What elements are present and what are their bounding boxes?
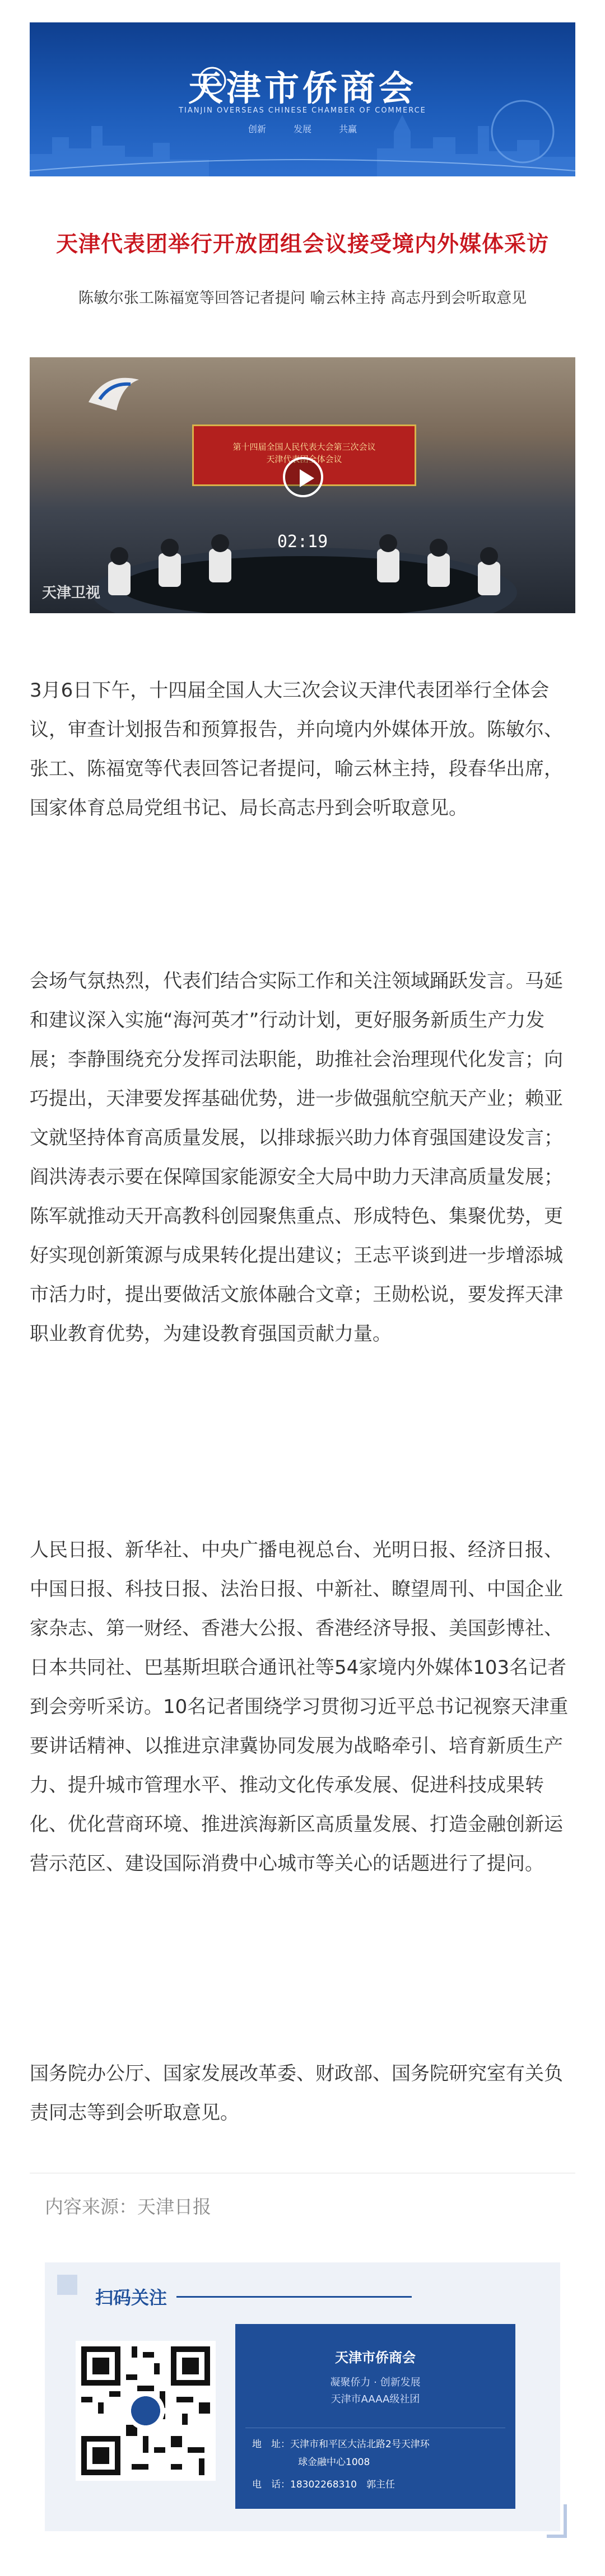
scan-label-underline: [176, 2296, 412, 2298]
banner-links: [30, 122, 575, 135]
qr-code-icon[interactable]: [76, 2341, 216, 2481]
article-paragraph-3: 人民日报、新华社、中央广播电视总台、光明日报、经济日报、中国日报、科技日报、法治日报、中新社、瞭望周刊、中国企业家杂志、第一财经、香港大公报、香港经济导报、美国彭博社、日本共同社、巴基斯坦联合通讯社等54家境内外媒体103名记者到会旁听采访。10名记者围绕学习贯彻习近平总书记视察天津重要讲话精神、以推进京津冀协同发展为战略牵引、培育新质生产力、提升城市管理水平、推动文化传承发展、促进科技成果转化、优化营商环境、推进滨海新区高质量发展、打造金融创新运营示范区、建设国际消费中心城市等关心的话题进行了提问。: [30, 1539, 569, 1875]
org-rating: 天津市AAAA级社团: [331, 2393, 420, 2405]
banner-subtitle: TIANJIN OVERSEAS CHINESE CHAMBER OF COMMERCE: [179, 106, 426, 115]
conference-table-scene: [63, 508, 545, 613]
video-player[interactable]: [30, 357, 575, 613]
banner-title: 天津市侨商会: [188, 68, 417, 109]
address-label: 地 址：: [252, 2439, 290, 2450]
article-subtitle: 陈敏尔张工陈福宽等回答记者提问 喻云林主持 高志丹到会听取意见: [78, 290, 527, 307]
decor-square: [57, 2275, 77, 2295]
content-source: 内容来源：天津日报: [45, 2196, 211, 2218]
article-title: 天津代表团举行开放团组会议接受境内外媒体采访: [55, 232, 549, 257]
contact-info-panel: [235, 2324, 515, 2509]
backdrop-line-2: 天津代表团全体会议: [266, 454, 342, 464]
address-line-1: 天津市和平区大沽北路2号天津环: [290, 2439, 430, 2450]
channel-watermark: 天津卫视: [42, 585, 101, 601]
address-line-2: 球金融中心1008: [298, 2457, 370, 2468]
phone-row: [252, 2476, 395, 2490]
org-name: 天津市侨商会: [335, 2350, 416, 2365]
article-paragraph-2: 会场气氛热烈，代表们结合实际工作和关注领域踊跃发言。马延和建议深入实施“海河英才”行动计划，更好服务新质生产力发展；李静围绕充分发挥司法职能，助推社会治理现代化发言；向巧提出，天津要发挥基础优势，进一步做强航空航天产业；赖亚文就坚持体育高质量发展，以排球振兴助力体育强国建设发言；阎洪涛表示要在保障国家能源安全大局中助力天津高质量发展；陈军就推动天开高教科创园聚焦重点、形成特色、集聚优势，更好实现创新策源与成果转化提出建议；王志平谈到进一步增添城市活力时，提出要做活文旅体融合文章；王勋松说，要发挥天津职业教育优势，为建设教育强国贡献力量。: [30, 970, 563, 1345]
article-paragraph-1: 3月6日下午，十四届全国人大三次会议天津代表团举行全体会议，审查计划报告和预算报告，并向境内外媒体开放。陈敏尔、张工、陈福宽等代表回答记者提问，喻云林主持，段春华出席，国家体育总局党组书记、局长高志丹到会听取意见。: [30, 679, 563, 819]
banner-link-winwin: 共赢: [339, 124, 357, 134]
article-paragraph-4: 国务院办公厅、国家发展改革委、财政部、国务院研究室有关负责同志等到会听取意见。: [30, 2062, 563, 2124]
backdrop-line-1: 第十四届全国人民代表大会第三次会议: [232, 442, 376, 452]
phone-label: 电 话：: [252, 2479, 290, 2490]
org-slogan: 凝聚侨力 · 创新发展: [330, 2377, 421, 2388]
banner-link-development: 发展: [293, 124, 311, 134]
channel-logo-icon: [83, 368, 145, 419]
scan-follow-label: 扫码关注: [95, 2287, 167, 2308]
video-duration: 02:19: [277, 532, 328, 552]
decor-bracket: [547, 2504, 567, 2538]
follow-card: [45, 2262, 560, 2531]
phone-number[interactable]: 18302268310 郭主任: [290, 2479, 395, 2490]
play-icon[interactable]: [283, 457, 323, 497]
address-row: [252, 2436, 430, 2450]
header-banner: [30, 22, 575, 176]
banner-link-innovation: 创新: [248, 124, 266, 134]
